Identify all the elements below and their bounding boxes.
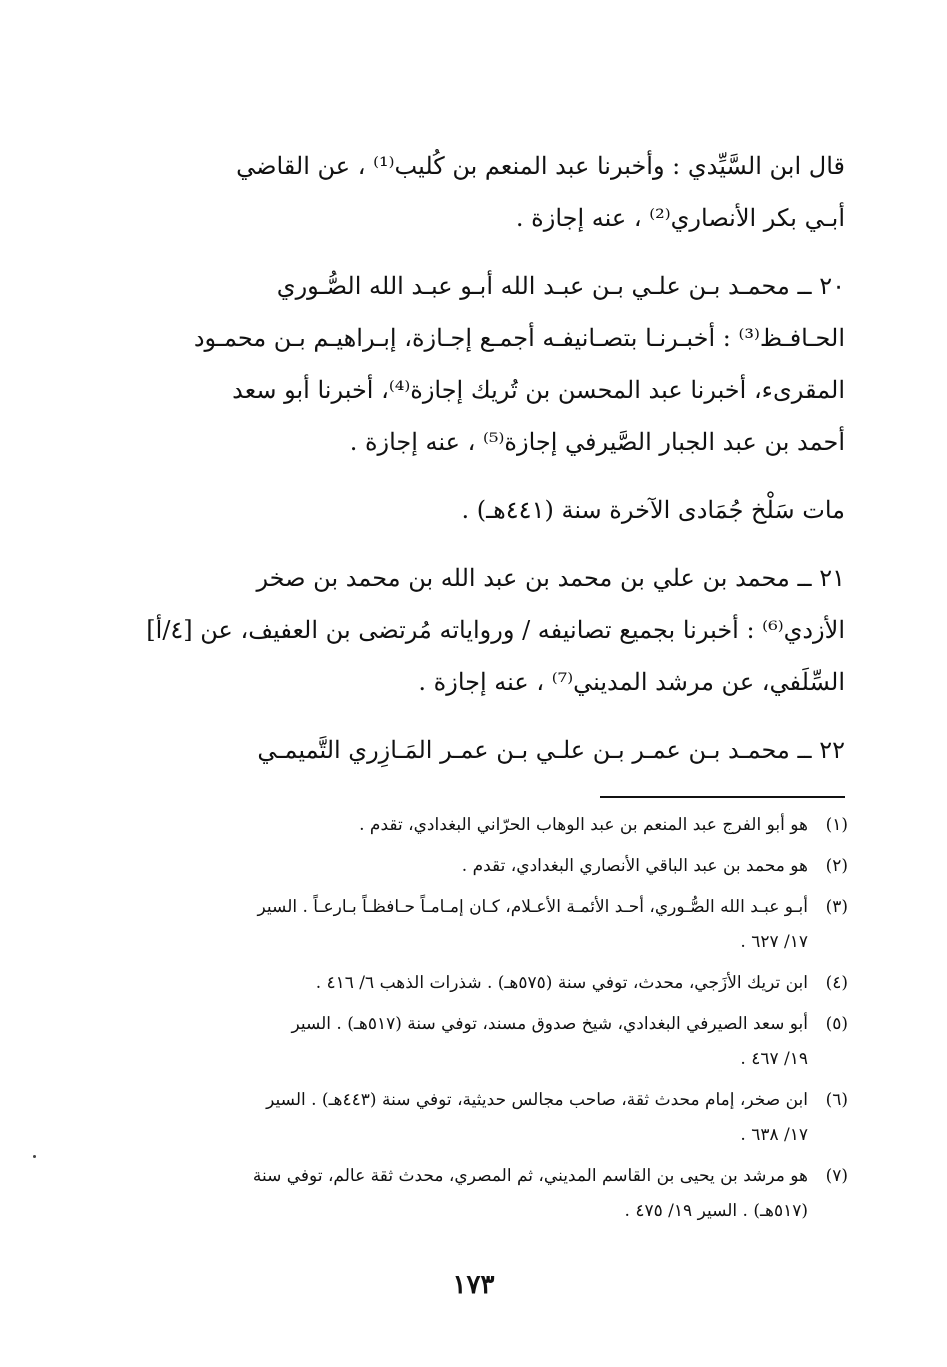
footnote-6 bbox=[118, 1083, 848, 1153]
footnote-4 bbox=[118, 966, 848, 1001]
page-number: ١٧٣ bbox=[452, 1270, 495, 1300]
footnote-number: (٣) bbox=[825, 897, 848, 917]
footnote-number: (٥) bbox=[825, 1014, 848, 1034]
footnote-line: هو محمد بن عبد الباقي الأنصاري البغدادي، تقدم . bbox=[461, 856, 808, 876]
footnote-7 bbox=[118, 1159, 848, 1229]
footnote-line: ١٧/ ٦٢٧ . bbox=[740, 932, 808, 952]
scan-speck bbox=[33, 1155, 36, 1158]
footnote-line: هو مرشد بن يحيى بن القاسم المديني، ثم المصري، محدث ثقة عالم، توفي سنة bbox=[252, 1166, 808, 1186]
footnote-5 bbox=[118, 1007, 848, 1077]
footnote-number: (٦) bbox=[825, 1090, 848, 1110]
text-line: الأزدي⁽⁶⁾ : أخبرنا بجميع تصانيفه / ورواياته مُرتضى بن العفيف، عن [٤/أ] bbox=[146, 616, 845, 644]
footnote-number: (١) bbox=[825, 815, 848, 835]
text-line: أبـي بكر الأنصاري⁽²⁾ ، عنه إجازة . bbox=[515, 204, 845, 232]
footnote-3 bbox=[118, 890, 848, 960]
text-line: المقرىء، أخبرنا عبد المحسن بن تُريك إجازة⁽⁴⁾، أخبرنا أبو سعد bbox=[232, 376, 845, 404]
footnote-number: (٤) bbox=[825, 973, 848, 993]
text-line: أحمد بن عبد الجبار الصَّيرفي إجازة⁽⁵⁾ ، عنه إجازة . bbox=[349, 428, 845, 456]
footnote-1 bbox=[118, 808, 848, 843]
text-line: السِّلَفي، عن مرشد المديني⁽⁷⁾ ، عنه إجازة . bbox=[418, 668, 845, 696]
footnote-line: (٥١٧هـ) . السير ١٩/ ٤٧٥ . bbox=[624, 1201, 808, 1221]
footnote-number: (٢) bbox=[825, 856, 848, 876]
footnote-separator bbox=[600, 796, 845, 798]
main-text bbox=[110, 140, 845, 792]
entry-21 bbox=[110, 552, 845, 708]
footnote-line: ١٩/ ٤٦٧ . bbox=[740, 1049, 808, 1069]
footnote-line: ١٧/ ٦٣٨ . bbox=[740, 1125, 808, 1145]
text-line: ٢١ ــ محمد بن علي بن محمد بن عبد الله بن محمد بن صخر bbox=[256, 564, 845, 592]
entry-22 bbox=[110, 724, 845, 776]
footnote-line: هو أبو الفرج عبد المنعم بن عبد الوهاب الحرّاني البغدادي، تقدم . bbox=[359, 815, 808, 835]
footnote-line: ابن صخر، إمام محدث ثقة، صاحب مجالس حديثية، توفي سنة (٤٤٣هـ) . السير bbox=[266, 1090, 808, 1110]
footnote-number: (٧) bbox=[825, 1166, 848, 1186]
footnote-2 bbox=[118, 849, 848, 884]
death-note bbox=[110, 484, 845, 536]
footnote-line: أبـو عبـد الله الصُّـوري، أحـد الأئمـة الأعـلام، كـان إمـامـاً حـافظـاً بـارعـاً . السير bbox=[257, 897, 808, 917]
text-line: مات سَلْخ جُمَادى الآخرة سنة (٤٤١هـ) . bbox=[461, 496, 845, 524]
entry-20 bbox=[110, 260, 845, 468]
text-line: الحـافـظ⁽³⁾ : أخبـرنـا بتصـانيفـه أجمـع إجـازة، إبـراهيـم بـن محمـود bbox=[193, 324, 845, 352]
paragraph-ibn-al-sayyidi bbox=[110, 140, 845, 244]
footnotes bbox=[118, 808, 848, 1235]
text-line: ٢٠ ــ محمـد بـن علـي بـن عبـد الله أبـو عبـد الله الصُّـوري bbox=[276, 272, 845, 300]
text-line: ٢٢ ــ محمـد بـن عمـر بـن علـي بـن عمـر المَـازِري التَّميمـي bbox=[257, 736, 845, 764]
footnote-line: ابن تريك الأزَجي، محدث، توفي سنة (٥٧٥هـ) . شذرات الذهب ٦/ ٤١٦ . bbox=[315, 973, 808, 993]
text-line: قال ابن السَّيِّدي : وأخبرنا عبد المنعم بن كُليب⁽¹⁾ ، عن القاضي bbox=[236, 152, 845, 180]
footnote-line: أبو سعد الصيرفي البغدادي، شيخ صدوق مسند، توفي سنة (٥١٧هـ) . السير bbox=[291, 1014, 808, 1034]
